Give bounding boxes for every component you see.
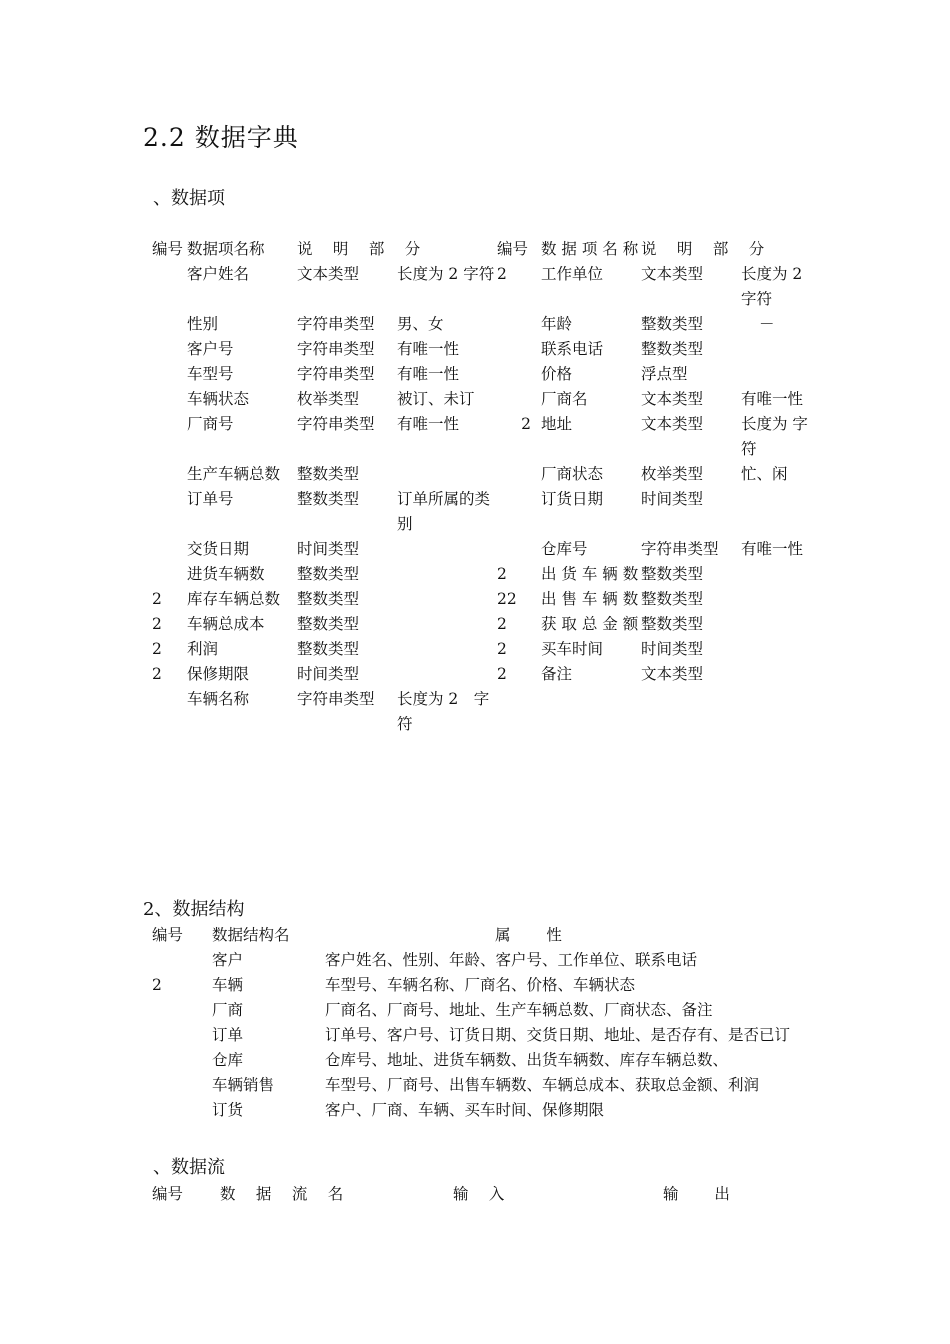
table-row (152, 537, 821, 562)
item-no2 (497, 362, 541, 387)
item-name: 生产车辆总数 (187, 465, 281, 483)
item-no2 (497, 337, 541, 362)
item-name: 保修期限 (187, 665, 250, 683)
struct-name: 订货 (212, 1101, 244, 1119)
item-name: 进货车辆数 (187, 565, 265, 583)
item-type: 字符串类型 (297, 415, 375, 433)
item-no (152, 337, 187, 362)
item-type: 整数类型 (297, 465, 360, 483)
struct-no (152, 1098, 212, 1123)
item-no (152, 537, 187, 562)
struct-attr: 仓库号、地址、进货车辆数、出货车辆数、库存车辆总数、 (325, 1051, 729, 1069)
struct-name: 客户 (212, 951, 244, 969)
table-row (152, 662, 821, 687)
data-structures-table (152, 923, 815, 1123)
item-no2 (497, 487, 541, 537)
item-type2 (641, 687, 741, 737)
item-type: 字符串类型 (297, 315, 375, 333)
item-note2 (741, 362, 821, 387)
item-no2: 2 (497, 565, 507, 583)
item-type2: 整数类型 (641, 340, 704, 358)
item-note (397, 662, 497, 687)
table-row (152, 973, 815, 998)
item-name2: 出 售 车 辆 数 (541, 590, 639, 608)
table-row (152, 1048, 815, 1073)
item-name2: 订货日期 (541, 490, 604, 508)
table-row (152, 412, 821, 462)
item-no (152, 487, 187, 537)
item-note (397, 637, 497, 662)
table-row (152, 562, 821, 587)
item-type2: 文本类型 (641, 390, 704, 408)
item-note2 (741, 587, 821, 612)
item-no2 (497, 462, 541, 487)
item-no2: 2 (497, 640, 507, 658)
item-note: 有唯一性 (397, 340, 460, 358)
table-row (152, 1073, 815, 1098)
item-type2: 整数类型 (641, 565, 704, 583)
item-no: 2 (152, 590, 162, 608)
item-name: 车辆总成本 (187, 615, 265, 633)
flow-header-input: 输 入 (453, 1185, 505, 1203)
struct-attr: 车型号、厂商号、出售车辆数、车辆总成本、获取总金额、利润 (325, 1076, 760, 1094)
struct-attr: 车型号、车辆名称、厂商名、价格、车辆状态 (325, 976, 636, 994)
item-name: 交货日期 (187, 540, 250, 558)
item-note: 被订、未订 (397, 390, 475, 408)
item-name2 (541, 687, 641, 737)
item-no: 2 (152, 615, 162, 633)
header-no: 编号 (152, 240, 184, 258)
item-no (152, 462, 187, 487)
table-row (152, 687, 821, 737)
item-no (152, 387, 187, 412)
item-type: 文本类型 (297, 265, 360, 283)
table-row (152, 612, 821, 637)
item-name2: 价格 (541, 365, 573, 383)
item-name2: 年龄 (541, 315, 573, 333)
table-row (152, 362, 821, 387)
item-note (397, 562, 497, 587)
item-type2: 整数类型 (641, 615, 704, 633)
table-row (152, 587, 821, 612)
flow-header-name: 数 据 流 名 (220, 1185, 344, 1203)
item-no: 2 (152, 665, 162, 683)
item-name: 性别 (187, 315, 219, 333)
item-name2: 仓库号 (541, 540, 588, 558)
item-no: 2 (152, 640, 162, 658)
table-row (152, 312, 821, 337)
table-row (152, 948, 815, 973)
struct-name: 车辆销售 (212, 1076, 275, 1094)
struct-name: 订单 (212, 1026, 244, 1044)
struct-no (152, 948, 212, 973)
item-name2: 出 货 车 辆 数 (541, 565, 639, 583)
struct-no (152, 998, 212, 1023)
header-no: 编号 (152, 926, 184, 944)
item-note2: 有唯一性 (741, 390, 804, 408)
item-note2 (741, 662, 821, 687)
item-note2: 忙、闲 (741, 465, 788, 483)
item-note: 长度为 2 字符 (397, 690, 490, 733)
table-row (152, 998, 815, 1023)
item-type2: 浮点型 (641, 365, 688, 383)
item-note2: 长度为 2 字符 (741, 265, 803, 308)
item-type2: 时间类型 (641, 640, 704, 658)
item-no (152, 562, 187, 587)
section-heading-data-structures: 2、数据结构 (143, 899, 245, 920)
item-type2: 文本类型 (641, 665, 704, 683)
item-type2: 文本类型 (641, 265, 704, 283)
item-name: 车辆状态 (187, 390, 250, 408)
item-type2: 字符串类型 (641, 540, 719, 558)
item-no2: 22 (497, 590, 517, 608)
section-heading-data-flows: 、数据流 (153, 1157, 225, 1178)
item-note: 男、女 (397, 315, 444, 333)
item-name2: 备注 (541, 665, 573, 683)
item-name: 车型号 (187, 365, 234, 383)
item-note2 (741, 637, 821, 662)
item-note2 (741, 687, 821, 737)
flow-header-no: 编号 (152, 1185, 184, 1203)
item-note: 有唯一性 (397, 365, 460, 383)
item-note2 (741, 337, 821, 362)
item-type: 整数类型 (297, 490, 360, 508)
table-header-row (152, 923, 815, 948)
header-name: 数据项名称 (187, 240, 265, 258)
table-row (152, 487, 821, 537)
struct-no (152, 1023, 212, 1048)
item-no2: 2 (521, 415, 531, 433)
item-name: 订单号 (187, 490, 234, 508)
item-no (152, 412, 187, 462)
item-note: 长度为 2 字符 (397, 265, 495, 283)
struct-attr: 客户姓名、性别、年龄、客户号、工作单位、联系电话 (325, 951, 698, 969)
header-no2: 编号 (497, 240, 529, 258)
item-name2: 工作单位 (541, 265, 604, 283)
item-type: 字符串类型 (297, 340, 375, 358)
table-row (152, 262, 821, 312)
item-note (397, 612, 497, 637)
item-no2 (497, 537, 541, 562)
table-row (152, 1098, 815, 1123)
item-no (152, 687, 187, 737)
item-no2: 2 (497, 265, 507, 283)
item-name2: 厂商状态 (541, 465, 604, 483)
struct-name: 仓库 (212, 1051, 244, 1069)
item-note2 (741, 487, 821, 537)
item-note (397, 537, 497, 562)
item-name2: 买车时间 (541, 640, 604, 658)
item-type: 字符串类型 (297, 365, 375, 383)
item-name2: 地址 (541, 415, 573, 433)
item-name: 厂商号 (187, 415, 234, 433)
item-type2: 整数类型 (641, 590, 704, 608)
item-no2 (497, 312, 541, 337)
item-note2 (741, 562, 821, 587)
item-type2: 文本类型 (641, 415, 704, 433)
table-row (152, 637, 821, 662)
item-no (152, 362, 187, 387)
data-items-table (152, 237, 821, 737)
item-type2: 时间类型 (641, 490, 704, 508)
item-no2: 2 (497, 665, 507, 683)
item-type: 整数类型 (297, 615, 360, 633)
item-no2 (497, 387, 541, 412)
item-name: 客户号 (187, 340, 234, 358)
table-row (152, 462, 821, 487)
item-name: 客户姓名 (187, 265, 250, 283)
item-type: 时间类型 (297, 665, 360, 683)
item-type: 字符串类型 (297, 690, 375, 708)
table-row (152, 337, 821, 362)
table-row (152, 1023, 815, 1048)
item-note: 有唯一性 (397, 415, 460, 433)
item-no2: 2 (497, 615, 507, 633)
item-type: 整数类型 (297, 590, 360, 608)
item-name2: 厂商名 (541, 390, 588, 408)
struct-no: 2 (152, 976, 162, 994)
table-header-row (152, 237, 821, 262)
item-name2: 获 取 总 金 额 (541, 615, 639, 633)
header-desc: 说 明 部 分 (297, 240, 421, 258)
struct-no (152, 1073, 212, 1098)
section-heading-data-items: 、数据项 (153, 188, 225, 209)
header-name: 数据结构名 (212, 926, 290, 944)
item-type2: 整数类型 (641, 315, 704, 333)
item-note2 (741, 612, 821, 637)
item-name: 库存车辆总数 (187, 590, 281, 608)
item-note (397, 587, 497, 612)
item-type2: 枚举类型 (641, 465, 704, 483)
item-note: 订单所属的类别 (397, 490, 491, 533)
page-title: 2.2 数据字典 (143, 123, 299, 152)
item-note2: 长度为 字符 (741, 415, 808, 458)
header-attr: 属 性 (495, 926, 562, 944)
item-type: 时间类型 (297, 540, 360, 558)
item-name2: 联系电话 (541, 340, 604, 358)
struct-no (152, 1048, 212, 1073)
struct-name: 车辆 (212, 976, 244, 994)
table-row (152, 387, 821, 412)
item-type: 整数类型 (297, 640, 360, 658)
struct-attr: 客户、厂商、车辆、买车时间、保修期限 (325, 1101, 605, 1119)
struct-attr: 订单号、客户号、订货日期、交货日期、地址、是否存有、是否已订 (325, 1026, 791, 1044)
item-name: 利润 (187, 640, 219, 658)
item-no2 (497, 687, 541, 737)
item-note (397, 462, 497, 487)
item-no (152, 312, 187, 337)
item-no (152, 262, 187, 312)
header-name2: 数 据 项 名 称 (541, 240, 639, 258)
header-desc2: 说 明 部 分 (641, 240, 765, 258)
struct-name: 厂商 (212, 1001, 244, 1019)
struct-attr: 厂商名、厂商号、地址、生产车辆总数、厂商状态、备注 (325, 1001, 713, 1019)
item-name: 车辆名称 (187, 690, 250, 708)
item-note2: － (759, 315, 775, 333)
flow-header-output: 输 出 (663, 1185, 730, 1203)
item-note2: 有唯一性 (741, 540, 804, 558)
item-type: 枚举类型 (297, 390, 360, 408)
item-type: 整数类型 (297, 565, 360, 583)
